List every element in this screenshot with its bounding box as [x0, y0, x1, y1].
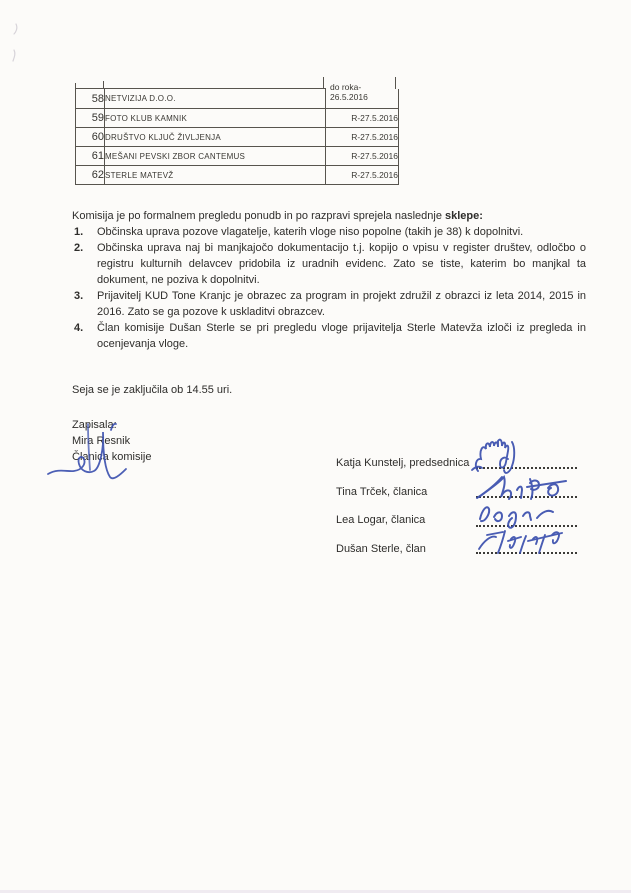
item-text: Občinska uprava naj bi manjkajočo dokumentacijo t.j. kopijo o vpisu v register društev, odločbo o registru kulturnih delavcev pridobila iz uradnih evidenc. Zato se tiste, katerim bo manjkal ta dokument, ne poziva k dopolnitvi. — [97, 242, 586, 286]
item-number: 2. — [74, 242, 84, 254]
item-number: 4. — [74, 322, 84, 334]
signature-line — [476, 525, 577, 527]
item-text: Prijavitelj KUD Tone Kranjc je obrazec za program in projekt združil z obrazci iz leta 2014, 2015 in 2016. Zato se ga pozove k uskladitvi obrazcev. — [97, 290, 586, 318]
entry-number: 62 — [76, 166, 105, 185]
item-number: 3. — [74, 290, 84, 302]
item-number: 1. — [74, 226, 84, 238]
entry-number: 59 — [76, 109, 105, 128]
entry-name: MEŠANI PEVSKI ZBOR CANTEMUS — [105, 147, 326, 166]
signature-line — [476, 496, 577, 498]
item-text: Občinska uprava pozove vlagatelje, katerih vloge niso popolne (takih je 38) k dopolnitvi. — [97, 226, 524, 238]
statement-text: Komisija je po formalnem pregledu ponudb in po razpravi sprejela naslednje — [72, 210, 442, 222]
applications-table — [75, 81, 399, 185]
entry-date: R-27.5.2016 — [326, 128, 399, 147]
table-row — [76, 166, 399, 185]
entry-name: NETVIZIJA D.O.O. — [105, 89, 326, 109]
entry-number: 60 — [76, 128, 105, 147]
table-row — [76, 109, 399, 128]
signatory-label: Katja Kunstelj, predsednica — [336, 457, 470, 469]
recorder-name: Mira Resnik — [72, 435, 131, 447]
entry-name: STERLE MATEVŽ — [105, 166, 326, 185]
recorder-block — [72, 417, 151, 465]
recorder-role: Članica komisije — [72, 451, 152, 463]
entry-number: 58 — [76, 89, 105, 109]
signatory-label: Dušan Sterle, član — [336, 543, 426, 555]
entry-name: FOTO KLUB KAMNIK — [105, 109, 326, 128]
table-row — [76, 147, 399, 166]
pencil-mark — [13, 24, 17, 61]
table-row — [76, 89, 399, 109]
statement-bold: sklepe: — [444, 210, 483, 222]
entry-date-line2: 26.5.2016 — [330, 92, 368, 102]
commission-statement — [72, 208, 592, 224]
entry-date — [326, 81, 399, 109]
list-item — [74, 240, 586, 288]
entry-number: 61 — [76, 147, 105, 166]
entry-date-line1: do roka- — [330, 81, 362, 92]
signatory-label: Lea Logar, članica — [336, 514, 426, 526]
entry-date: R-27.5.2016 — [326, 166, 399, 185]
signatory-label: Tina Trček, članica — [336, 486, 428, 498]
entry-date: R-27.5.2016 — [326, 109, 399, 128]
table-row — [76, 128, 399, 147]
list-item — [74, 320, 586, 352]
resolutions-list — [74, 224, 586, 352]
list-item — [74, 224, 586, 240]
signature-dusan-sterle — [479, 531, 562, 553]
signature-line — [476, 467, 577, 469]
signature-line — [476, 552, 577, 554]
item-text: Član komisije Dušan Sterle se pri pregledu vloge prijavitelja Sterle Matevža izloči iz pregleda in ocenjevanja vloge. — [97, 322, 586, 350]
entry-date: R-27.5.2016 — [326, 147, 399, 166]
recorder-intro: Zapisala: — [72, 419, 117, 431]
list-item — [74, 288, 586, 320]
entry-name: DRUŠTVO KLJUČ ŽIVLJENJA — [105, 128, 326, 147]
session-closing-line: Seja se je zaključila ob 14.55 uri. — [72, 384, 233, 396]
